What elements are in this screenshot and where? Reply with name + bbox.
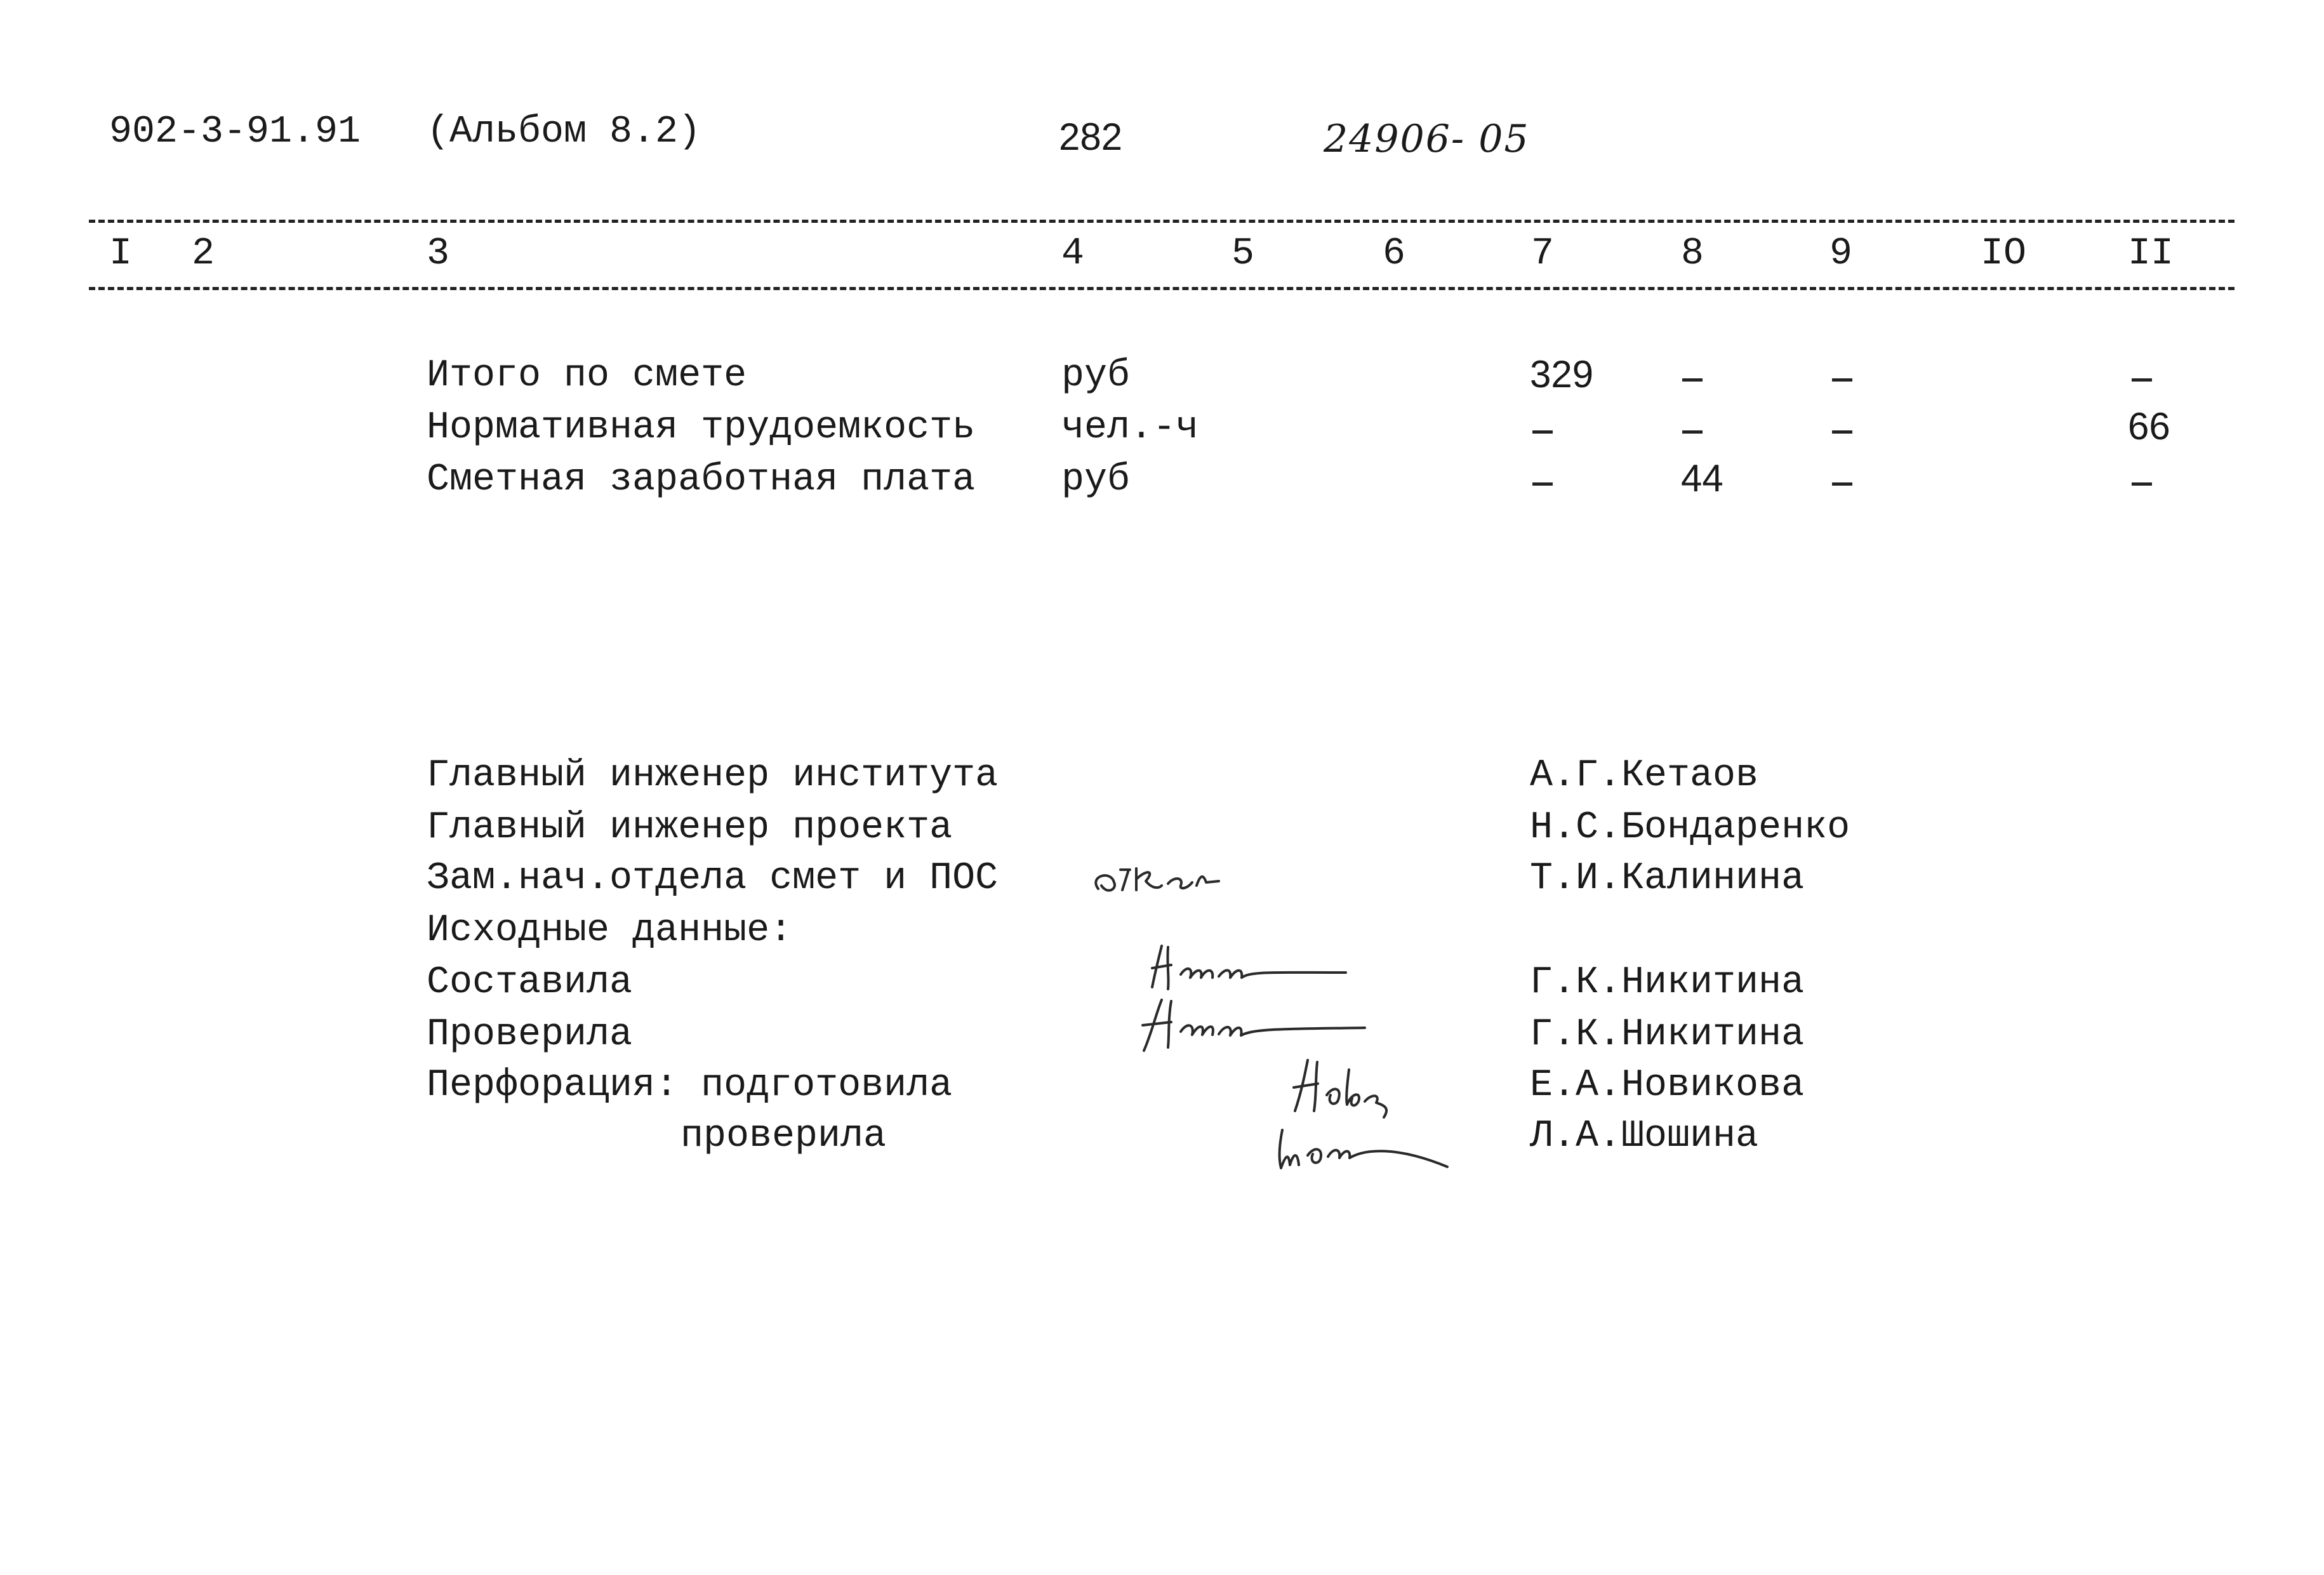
- col-header-2: 2: [192, 232, 215, 276]
- handwritten-signature: [1136, 987, 1378, 1057]
- signature-role: Перфорация: подготовила: [427, 1064, 953, 1107]
- col-header-3: 3: [427, 232, 450, 276]
- document-code: 902-3-91.91: [109, 110, 361, 154]
- page-number: 282: [1059, 116, 1123, 158]
- summary-col7-dash: [1532, 482, 1553, 486]
- col-header-5: 5: [1232, 232, 1255, 276]
- col-header-9: 9: [1829, 232, 1853, 276]
- summary-unit: руб: [1061, 354, 1131, 397]
- signature-name: Е.А.Новикова: [1530, 1064, 1805, 1107]
- summary-col9-dash: [1832, 482, 1852, 486]
- signature-name: Г.К.Никитина: [1530, 1013, 1805, 1056]
- signature-role: Проверила: [427, 1013, 633, 1056]
- signature-name: А.Г.Кетаов: [1530, 754, 1759, 797]
- col-header-11: II: [2128, 232, 2174, 276]
- col-header-8: 8: [1681, 232, 1704, 276]
- summary-col8-dash: [1682, 430, 1703, 434]
- handwritten-signature: [1270, 1117, 1460, 1174]
- col-header-4: 4: [1061, 232, 1085, 276]
- summary-col9-dash: [1832, 430, 1852, 434]
- summary-col11: 66: [2128, 405, 2170, 448]
- col-header-6: 6: [1383, 232, 1406, 276]
- summary-label: Нормативная трудоемкость: [427, 406, 976, 449]
- summary-unit: чел.-ч: [1061, 406, 1199, 449]
- signature-role: Исходные данные:: [427, 909, 793, 952]
- signature-name: Г.К.Никитина: [1530, 961, 1805, 1004]
- header-rule-top: [89, 220, 2234, 223]
- signature-name: Т.И.Калинина: [1530, 857, 1805, 900]
- signature-name: Л.А.Шошина: [1530, 1115, 1759, 1158]
- signature-role: Зам.нач.отдела смет и ПОС: [427, 857, 999, 900]
- handwritten-signature: [1086, 851, 1276, 901]
- handwritten-signature: [1289, 1057, 1416, 1127]
- summary-col9-dash: [1832, 378, 1852, 382]
- summary-unit: руб: [1061, 458, 1131, 502]
- summary-col8: 44: [1681, 457, 1723, 500]
- col-header-10: IO: [1981, 232, 2027, 276]
- album-label: (Альбом 8.2): [427, 110, 701, 154]
- signature-role: проверила: [681, 1115, 887, 1158]
- summary-col7-dash: [1532, 430, 1553, 434]
- signature-role: Составила: [427, 961, 633, 1004]
- summary-label: Итого по смете: [427, 354, 747, 397]
- signature-name: Н.С.Бондаренко: [1530, 806, 1850, 849]
- signature-role: Главный инженер проекта: [427, 806, 953, 849]
- stamp-number: 24906- 05: [1324, 117, 1530, 161]
- summary-col11-dash: [2132, 482, 2152, 486]
- summary-label: Сметная заработная плата: [427, 458, 976, 502]
- summary-col8-dash: [1682, 378, 1703, 382]
- header-rule-bottom: [89, 287, 2234, 290]
- signature-role: Главный инженер института: [427, 754, 999, 797]
- summary-col7: 329: [1530, 353, 1594, 395]
- col-header-7: 7: [1531, 232, 1555, 276]
- summary-col11-dash: [2132, 378, 2152, 382]
- col-header-1: I: [109, 232, 133, 276]
